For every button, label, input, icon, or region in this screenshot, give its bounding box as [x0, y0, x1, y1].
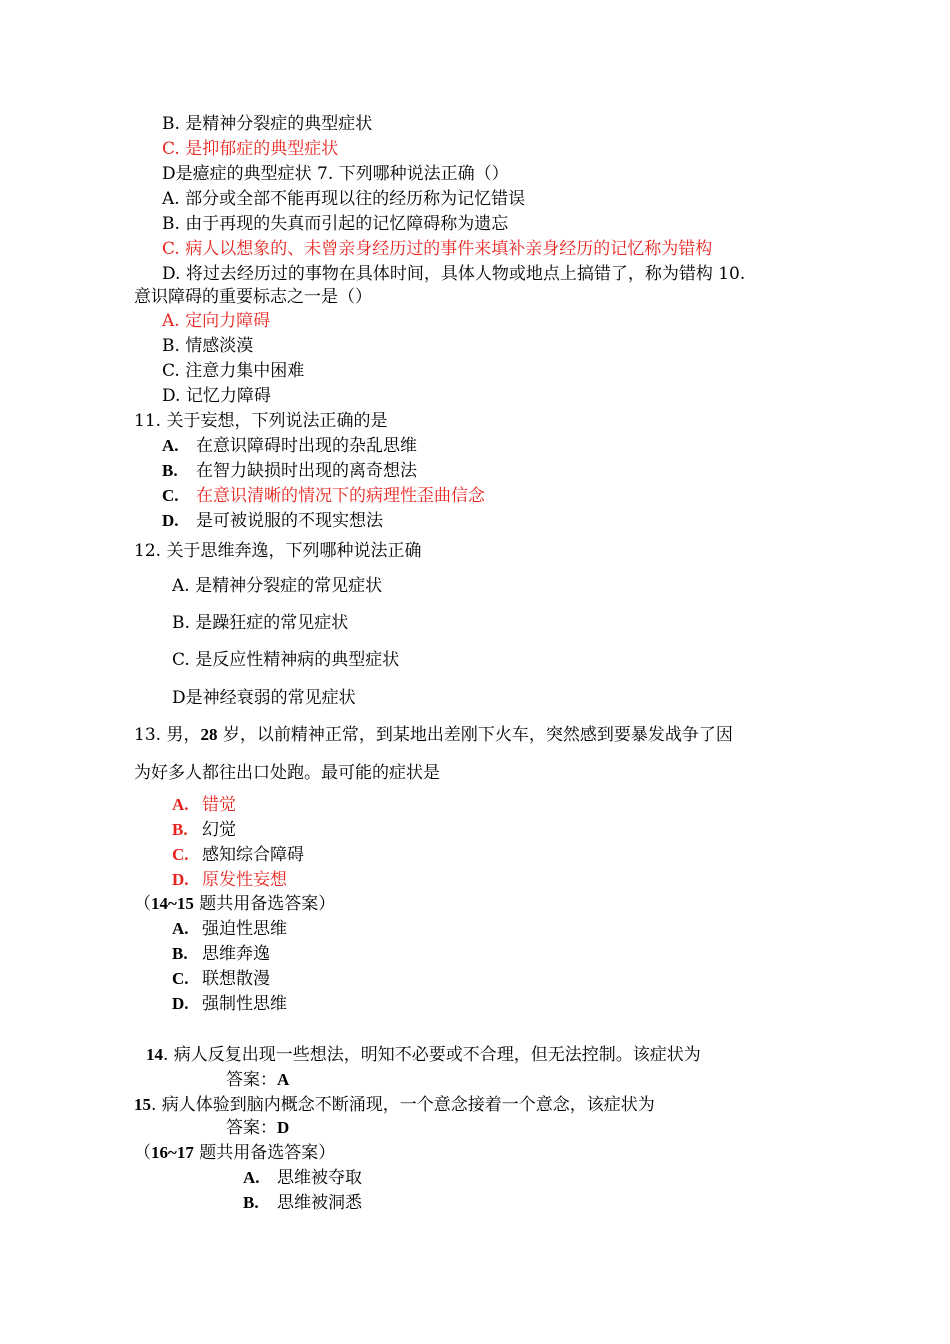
answer-label: 答案：	[226, 1070, 277, 1090]
option-line	[172, 917, 287, 941]
option-line-correct	[172, 793, 236, 817]
question-12: 12. 关于思维奔逸，下列哪种说法正确	[134, 541, 422, 561]
option-text: 感知综合障碍	[202, 845, 304, 865]
option-line	[162, 509, 383, 533]
option-text: 联想散漫	[202, 969, 270, 989]
option-line: B. 由于再现的失真而引起的记忆障碍称为遗忘	[162, 214, 509, 234]
option-label: B.	[172, 820, 188, 839]
option-line	[172, 967, 270, 991]
option-label: C.	[172, 969, 189, 988]
option-line	[243, 1166, 362, 1190]
age-value: 28	[200, 725, 218, 744]
question-15	[134, 1093, 655, 1117]
option-line: C. 是反应性精神病的典型症状	[172, 650, 400, 670]
answer-14	[226, 1068, 289, 1092]
question-text: . 病人体验到脑内概念不断涌现，一个意念接着一个意念，该症状为	[151, 1095, 655, 1115]
option-line: D. 记忆力障碍	[162, 386, 271, 406]
question-11: 11. 关于妄想，下列说法正确的是	[134, 411, 388, 431]
option-line	[162, 459, 417, 483]
group-range: 14~15	[151, 894, 194, 913]
option-line: D是癔症的典型症状 7. 下列哪种说法正确（）	[162, 164, 509, 184]
option-line	[172, 942, 270, 966]
group-range: 16~17	[151, 1143, 194, 1162]
option-label: D.	[172, 994, 189, 1013]
option-text: 在智力缺损时出现的离奇想法	[196, 461, 417, 481]
option-text: 思维被夺取	[277, 1168, 362, 1188]
option-line-correct: A. 定向力障碍	[162, 311, 271, 331]
question-line: 意识障碍的重要标志之一是（）	[134, 287, 372, 307]
group-text: 题共用备选答案）	[193, 894, 336, 914]
option-line	[243, 1191, 362, 1215]
group-text: 题共用备选答案）	[193, 1143, 336, 1163]
option-label: A.	[172, 919, 189, 938]
option-line-correct: C. 是抑郁症的典型症状	[162, 139, 339, 159]
option-line	[172, 992, 287, 1016]
option-line	[172, 818, 236, 842]
option-text: 在意识障碍时出现的杂乱思维	[196, 436, 417, 456]
option-label: C.	[172, 845, 189, 864]
group-text: （	[134, 1143, 151, 1163]
question-text: 岁，以前精神正常，到某地出差刚下火车，突然感到要暴发战争了因	[217, 725, 733, 745]
option-label: A.	[243, 1168, 260, 1187]
option-label: B.	[243, 1193, 259, 1212]
option-text: 原发性妄想	[202, 870, 287, 890]
question-number: 15	[134, 1095, 151, 1114]
question-text: 13. 男，	[134, 725, 201, 745]
question-13	[134, 723, 733, 747]
option-text: 思维被洞悉	[277, 1193, 362, 1213]
option-text-correct: 在意识清晰的情况下的病理性歪曲信念	[196, 486, 485, 506]
option-line: C. 注意力集中困难	[162, 361, 305, 381]
option-label: D.	[172, 870, 189, 889]
option-line: B. 情感淡漠	[162, 336, 254, 356]
group-header-14-15	[134, 892, 335, 916]
option-text: 思维奔逸	[202, 944, 270, 964]
option-line: D是神经衰弱的常见症状	[172, 688, 356, 708]
option-label: A.	[162, 436, 179, 455]
answer-value: A	[277, 1070, 290, 1089]
question-14	[146, 1043, 701, 1067]
option-label: D.	[162, 511, 179, 530]
option-label: B.	[172, 944, 188, 963]
option-line: A. 部分或全部不能再现以往的经历称为记忆错误	[162, 189, 526, 209]
answer-value: D	[277, 1118, 290, 1137]
option-text: 强制性思维	[202, 994, 287, 1014]
group-text: （	[134, 894, 151, 914]
option-line: A. 是精神分裂症的常见症状	[172, 576, 383, 596]
option-text: 是可被说服的不现实想法	[196, 511, 383, 531]
answer-15	[226, 1116, 289, 1140]
option-line	[172, 843, 304, 867]
option-line: B. 是躁狂症的常见症状	[172, 613, 349, 633]
option-text: 错觉	[202, 795, 236, 815]
question-number: 14	[146, 1045, 163, 1064]
option-label: C.	[162, 486, 179, 505]
option-line	[162, 434, 417, 458]
question-text: . 病人反复出现一些想法，明知不必要或不合理，但无法控制。该症状为	[163, 1045, 701, 1065]
question-13-cont: 为好多人都往出口处跑。最可能的症状是	[134, 763, 440, 783]
option-line-correct: C. 病人以想象的、未曾亲身经历过的事件来填补亲身经历的记忆称为错构	[162, 239, 713, 259]
option-line-correct	[172, 868, 287, 892]
answer-label: 答案：	[226, 1118, 277, 1138]
option-label: A.	[172, 795, 189, 814]
option-text: 强迫性思维	[202, 919, 287, 939]
option-line: B. 是精神分裂症的典型症状	[162, 114, 373, 134]
option-line: D. 将过去经历过的事物在具体时间，具体人物或地点上搞错了，称为错构 10.	[162, 264, 746, 284]
option-label: B.	[162, 461, 178, 480]
option-text: 幻觉	[202, 820, 236, 840]
group-header-16-17	[134, 1141, 335, 1165]
option-line	[162, 484, 485, 508]
